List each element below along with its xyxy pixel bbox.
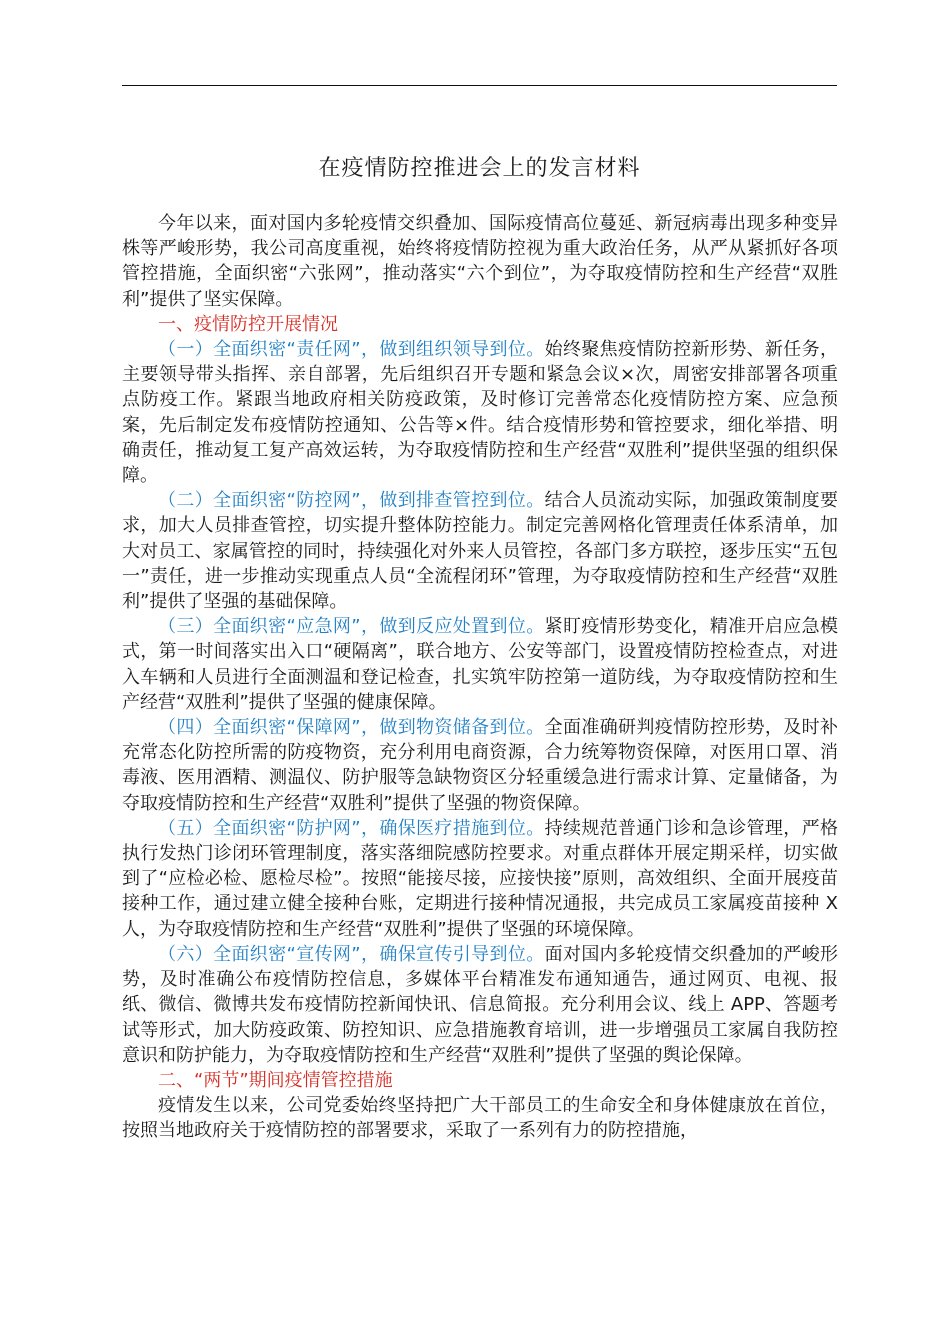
item-6-text: 面对国内多轮疫情交织叠加的严峻形势，及时准确公布疫情防控信息，多媒体平台精准发布通知通告，通过网页、电视、报纸、微信、微博共发布疫情防控新闻快讯、信息简报。充分利用会议、线上 APP、答题考试等形式，加大防疫政策、防控知识、应急措施教育培训，进一步增强员工家属自我防控意识和防护能力，为夺取疫情防控和生产经营“双胜利”提供了坚强的舆论保障。 [122, 943, 839, 1066]
item-4-paragraph [122, 715, 838, 816]
item-2-heading: （二）全面织密“防控网”，做到排查管控到位。 [158, 490, 545, 512]
section-2-heading: 二、“两节”期间疫情管控措施 [158, 1069, 393, 1091]
item-5-text: 持续规范普通门诊和急诊管理，严格执行发热门诊闭环管理制度，落实落细院感防控要求。对重点群体开展定期采样，切实做到了“应检必检、愿检尽检”。按照“能接尽接，应接快接”原则，高效组织、全面开展疫苗接种工作，通过建立健全接种台账，定期进行接种情况通报，共完成员工家属疫苗接种 X 人，为夺取疫情防控和生产经营“双胜利”提供了坚强的环境保障。 [122, 817, 839, 940]
item-6-heading: （六）全面织密“宣传网”，确保宣传引导到位。 [158, 943, 545, 965]
section-2-paragraph: 疫情发生以来，公司党委始终坚持把广大干部员工的生命安全和身体健康放在首位，按照当地政府关于疫情防控的部署要求，采取了一系列有力的防控措施， [122, 1095, 838, 1142]
item-1-text: 始终聚焦疫情防控新形势、新任务，主要领导带头指挥、亲自部署，先后组织召开专题和紧急会议×次，周密安排部署各项重点防疫工作。紧跟当地政府相关防疫政策，及时修订完善常态化疫情防控方案、应急预案，先后制定发布疫情防控通知、公告等×件。结合疫情形势和管控要求，细化举措、明确责任，推动复工复产高效运转，为夺取疫情防控和生产经营“双胜利”提供坚强的组织保障。 [122, 339, 839, 487]
item-5-heading: （五）全面织密“防护网”，确保医疗措施到位。 [158, 817, 545, 839]
section-1-heading: 一、疫情防控开展情况 [158, 313, 338, 335]
item-6-paragraph [122, 942, 838, 1068]
header-rule [122, 85, 837, 86]
document-body [122, 211, 838, 1144]
document-title: 在疫情防控推进会上的发言材料 [318, 156, 641, 181]
item-1-paragraph [122, 337, 838, 488]
item-2-paragraph [122, 488, 838, 614]
item-4-text: 全面准确研判疫情防控形势，及时补充常态化防控所需的防疫物资，充分利用电商资源，合力统筹物资保障，对医用口罩、消毒液、医用酒精、测温仪、防护服等急缺物资区分轻重缓急进行需求计算、定量储备，为夺取疫情防控和生产经营“双胜利”提供了坚强的物资保障。 [122, 717, 839, 814]
item-4-heading: （四）全面织密“保障网”，做到物资储备到位。 [158, 717, 545, 739]
intro-paragraph: 今年以来，面对国内多轮疫情交织叠加、国际疫情高位蔓延、新冠病毒出现多种变异株等严峻形势，我公司高度重视，始终将疫情防控视为重大政治任务，从严从紧抓好各项管控措施，全面织密“六张网”，推动落实“六个到位”，为夺取疫情防控和生产经营“双胜利”提供了坚实保障。 [122, 213, 838, 310]
item-5-paragraph [122, 816, 838, 942]
item-1-heading: （一）全面织密“责任网”，做到组织领导到位。 [158, 339, 545, 361]
item-3-paragraph [122, 614, 838, 715]
item-3-heading: （三）全面织密“应急网”，做到反应处置到位。 [158, 616, 545, 638]
item-2-text: 结合人员流动实际，加强政策制度要求，加大人员排查管控，切实提升整体防控能力。制定完善网格化管理责任体系清单，加大对员工、家属管控的同时，持续强化对外来人员管控，各部门多方联控，逐步压实“五包一”责任，进一步推动实现重点人员“全流程闭环”管理，为夺取疫情防控和生产经营“双胜利”提供了坚强的基础保障。 [122, 490, 839, 613]
item-3-text: 紧盯疫情形势变化，精准开启应急模式，第一时间落实出入口“硬隔离”，联合地方、公安等部门，设置疫情防控检查点，对进入车辆和人员进行全面测温和登记检查，扎实筑牢防控第一道防线，为夺取疫情防控和生产经营“双胜利”提供了坚强的健康保障。 [122, 616, 839, 713]
